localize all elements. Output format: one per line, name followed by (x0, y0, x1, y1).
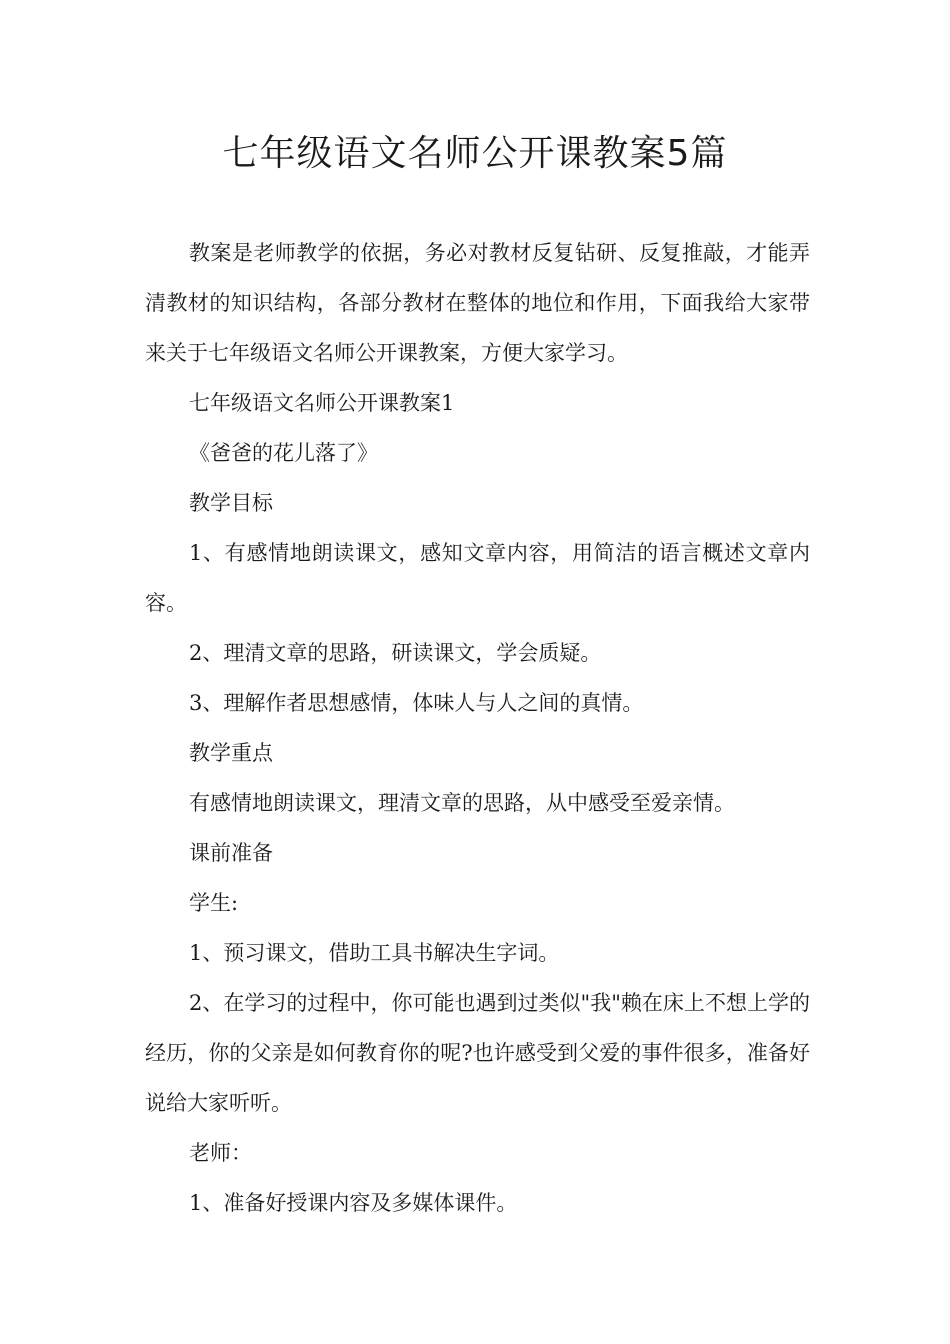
paragraph-intro: 教案是老师教学的依据，务必对教材反复钻研、反复推敲，才能弄清教材的知识结构，各部分教材在整体的地位和作用，下面我给大家带来关于七年级语文名师公开课教案，方便大家学习。 (145, 241, 810, 365)
paragraph-focus: 有感情地朗读课文，理清文章的思路，从中感受至爱亲情。 (189, 791, 735, 815)
paragraph-teacher-label: 老师： (189, 1141, 252, 1165)
paragraph-lesson-title: 《爸爸的花儿落了》 (189, 441, 378, 465)
paragraph-students-label: 学生: (189, 891, 239, 915)
paragraph-goal-3: 3、理解作者思想感情，体味人与人之间的真情。 (189, 691, 644, 715)
paragraph-prep-heading: 课前准备 (189, 841, 273, 865)
document-title: 七年级语文名师公开课教案5篇 (222, 133, 728, 174)
document-body (145, 228, 810, 1228)
paragraph-teacher-task-1: 1、准备好授课内容及多媒体课件。 (189, 1191, 518, 1215)
paragraph-focus-heading: 教学重点 (189, 741, 273, 765)
paragraph-goals-heading: 教学目标 (189, 491, 273, 515)
paragraph-goal-1: 1、有感情地朗读课文，感知文章内容，用简洁的语言概述文章内容。 (145, 541, 810, 615)
paragraph-student-task-1: 1、预习课文，借助工具书解决生字词。 (189, 941, 560, 965)
paragraph-student-task-2: 2、在学习的过程中，你可能也遇到过类似"我"赖在床上不想上学的经历，你的父亲是如何教育你的呢?也许感受到父爱的事件很多，准备好说给大家听听。 (145, 991, 810, 1115)
paragraph-lesson-heading: 七年级语文名师公开课教案1 (189, 391, 455, 415)
paragraph-goal-2: 2、理清文章的思路，研读课文，学会质疑。 (189, 641, 602, 665)
